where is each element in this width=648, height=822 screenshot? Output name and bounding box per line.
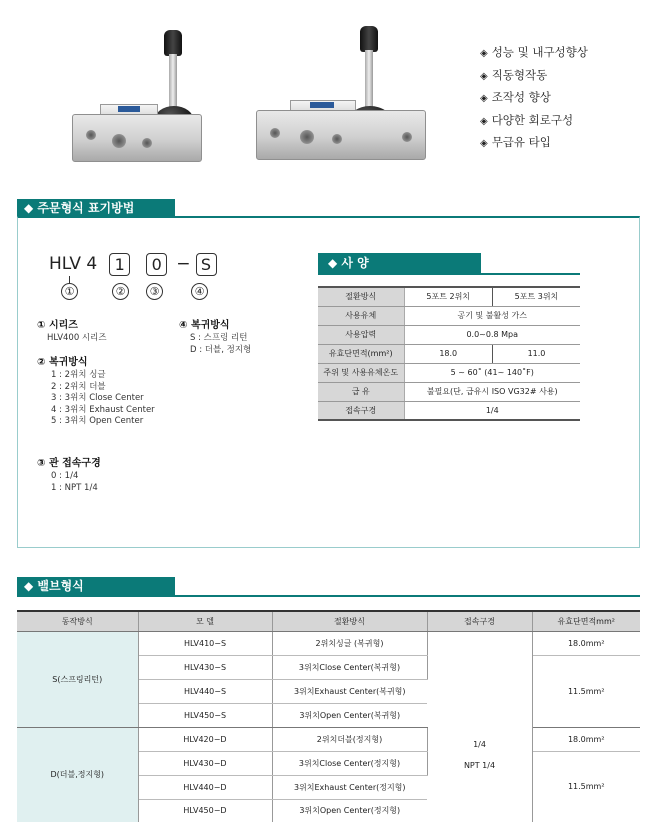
diamond-bullet-icon: ◈ <box>480 93 488 104</box>
group-double-detent: D(더블,정지형) <box>17 727 138 822</box>
feature-item: ◈ 다양한 회로구성 <box>480 112 574 127</box>
table-row: HLV440−S 3위치Exhaust Center(복귀형) <box>17 679 640 703</box>
table-row: D(더블,정지형) HLV420−D 2위치더블(정지형) 18.0mm² <box>17 727 640 751</box>
spec-row: 유효단면적(mm²) 18.0 11.0 <box>318 344 580 363</box>
valve-photo-left <box>60 18 240 186</box>
code-box-port: 0 <box>146 253 167 276</box>
code-box-method: S <box>196 253 217 276</box>
feature-item: ◈ 무급유 타입 <box>480 135 551 149</box>
table-row: HLV450−S 3위치Open Center(복귀형) <box>17 703 640 727</box>
diamond-bullet-icon: ◈ <box>480 48 488 59</box>
spec-row: 급 유 불필요(단, 급유시 ISO VG32# 사용) <box>318 382 580 401</box>
table-row: HLV430−S 3위치Close Center(복귀형) 11.5mm² <box>17 655 640 679</box>
spec-row: 접속구경 1/4 <box>318 401 580 420</box>
code-number-4: ④ <box>191 283 208 300</box>
code-tick <box>69 276 70 283</box>
desc-port: ③ 관 접속구경 0 : 1/4 1 : NPT 1/4 <box>37 458 101 493</box>
code-box-return: 1 <box>109 253 130 276</box>
valve-type-table <box>17 610 640 822</box>
feature-item: ◈ 직동형작동 <box>480 67 548 82</box>
valve-photo-right <box>220 18 460 186</box>
spec-row: 사용압력 0.0~0.8 Mpa <box>318 325 580 344</box>
valve-table-header: 동작방식 모 델 절환방식 접속구경 유효단면적mm² <box>17 611 640 631</box>
valve-section-rule <box>17 595 640 597</box>
spec-rule <box>318 273 580 275</box>
feature-item: ◈ 성능 및 내구성향상 <box>480 45 588 59</box>
spec-row: 주위 및 사용유체온도 5 ~ 60˚ (41~ 140˚F) <box>318 363 580 382</box>
desc-method: ④ 복귀방식 S : 스프링 리턴 D : 더블, 정지형 <box>179 320 252 355</box>
order-section-title: ◆ 주문형식 표기방법 <box>17 199 175 218</box>
spec-table <box>318 286 580 421</box>
spec-row: 절환방식 5포트 2위치 5포트 3위치 <box>318 287 580 306</box>
feature-list <box>480 42 588 155</box>
code-prefix: HLV 4 <box>49 254 98 274</box>
code-number-2: ② <box>112 283 129 300</box>
diamond-bullet-icon: ◈ <box>480 138 488 149</box>
desc-series: ① 시리즈 HLV400 시리즈 <box>37 320 107 343</box>
feature-item: ◈ 조작성 향상 <box>480 90 551 104</box>
desc-return: ② 복귀방식 1 : 2위치 싱글 2 : 2위치 더블 3 : 3위치 Close Center 4 : 3위치 Exhaust Center 5 : 3위치 Open Center <box>37 357 155 426</box>
spec-title: ◆ 사 양 <box>318 253 481 274</box>
code-number-3: ③ <box>146 283 163 300</box>
group-spring-return: S(스프링리턴) <box>17 631 138 727</box>
valve-section-title: ◆ 밸브형식 <box>17 577 175 596</box>
diamond-bullet-icon: ◈ <box>480 115 488 127</box>
table-row: HLV440−D 3위치Exhaust Center(정지형) <box>17 775 640 799</box>
spec-row: 사용유체 공기 및 불활성 가스 <box>318 306 580 325</box>
code-number-1: ① <box>61 283 78 300</box>
table-row: HLV430−D 3위치Close Center(정지형) 11.5mm² <box>17 751 640 775</box>
code-dash: − <box>176 254 191 274</box>
port-size-cell: 1/4 NPT 1/4 <box>427 631 532 822</box>
diamond-bullet-icon: ◈ <box>480 70 488 82</box>
table-row: S(스프링리턴) HLV410−S 2위치싱글 (복귀형) 1/4 NPT 1/4 18.0mm² <box>17 631 640 655</box>
order-code <box>49 251 217 277</box>
product-photos <box>60 18 455 186</box>
table-row: HLV450−D 3위치Open Center(정지형) <box>17 799 640 822</box>
